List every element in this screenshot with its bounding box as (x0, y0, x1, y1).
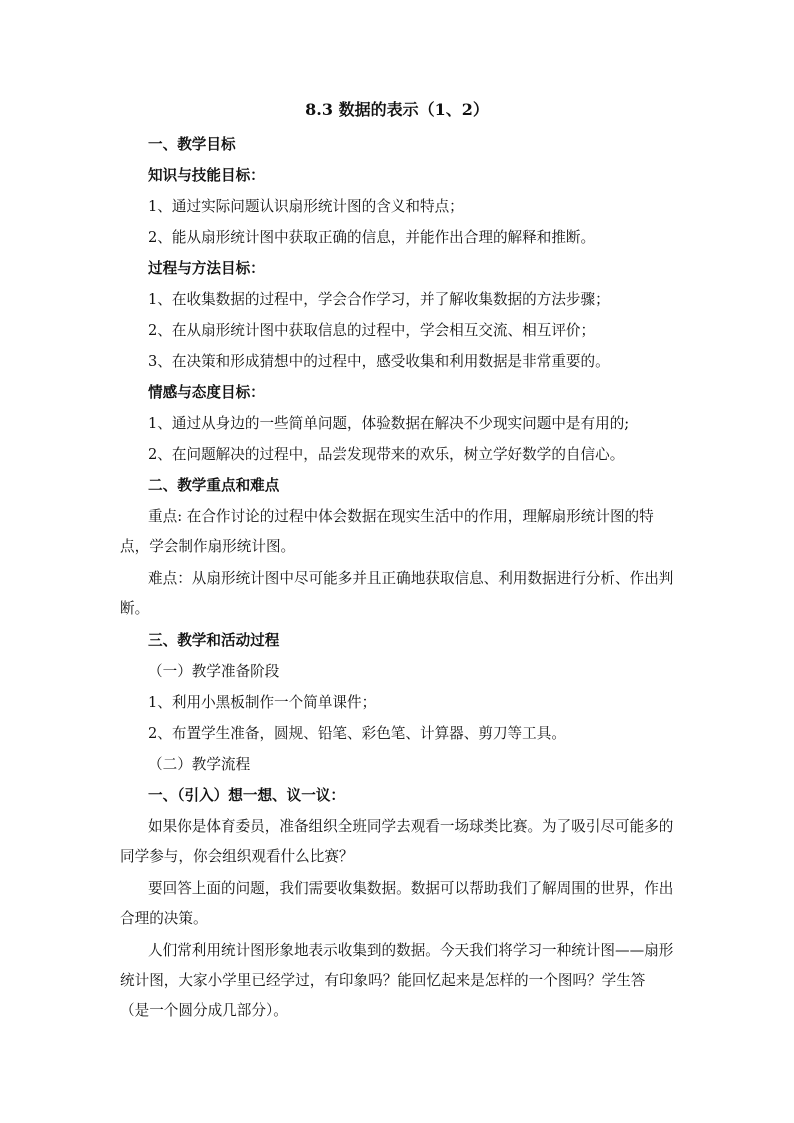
intro-paragraph-3: 人们常利用统计图形象地表示收集到的数据。今天我们将学习一种统计图——扇形统计图，大家小学里已经学过，有印象吗？能回忆起来是怎样的一个图吗？学生答（是一个圆分成几部分）。 (120, 942, 674, 1019)
process-item-2: 2、在从扇形统计图中获取信息的过程中，学会相互交流、相互评价； (148, 322, 596, 339)
knowledge-item-1: 1、通过实际问题认识扇形统计图的含义和特点； (148, 198, 464, 215)
emotion-item-2: 2、在问题解决的过程中，品尝发现带来的欢乐，树立学好数学的自信心。 (148, 446, 625, 463)
key-point-paragraph: 重点: 在合作讨论的过程中体会数据在现实生活中的作用，理解扇形统计图的特点，学会制作扇形统计图。 (120, 508, 654, 555)
process-item-3: 3、在决策和形成猜想中的过程中，感受收集和利用数据是非常重要的。 (148, 353, 610, 370)
intro-paragraph-1: 如果你是体育委员，准备组织全班同学去观看一场球类比赛。为了吸引尽可能多的同学参与，你会组织观看什么比赛？ (120, 818, 674, 865)
prep-item-1: 1、利用小黑板制作一个简单课件； (148, 694, 377, 711)
prep-item-2: 2、布置学生准备，圆规、铅笔、彩色笔、计算器、剪刀等工具。 (148, 725, 566, 742)
subheading-process: 过程与方法目标： (148, 260, 265, 277)
phase-preparation: （一）教学准备阶段 (148, 663, 280, 680)
subheading-knowledge: 知识与技能目标： (148, 167, 265, 184)
subheading-emotion: 情感与态度目标： (148, 384, 265, 401)
section-heading-process: 三、教学和活动过程 (148, 632, 280, 649)
knowledge-item-2: 2、能从扇形统计图中获取正确的信息，并能作出合理的解释和推断。 (148, 229, 596, 246)
page-title: 8.3 数据的表示（1、2） (305, 100, 489, 119)
intro-paragraph-2: 要回答上面的问题，我们需要收集数据。数据可以帮助我们了解周围的世界，作出合理的决策。 (120, 880, 674, 927)
phase-flow: （二）教学流程 (148, 756, 251, 773)
difficulty-paragraph: 难点：从扇形统计图中尽可能多并且正确地获取信息、利用数据进行分析、作出判断。 (120, 570, 674, 617)
process-item-1: 1、在收集数据的过程中，学会合作学习，并了解收集数据的方法步骤； (148, 291, 610, 308)
emotion-item-1: 1、通过从身边的一些简单问题，体验数据在解决不少现实问题中是有用的; (148, 415, 630, 432)
intro-heading: 一、（引入）想一想、议一议： (148, 787, 346, 804)
section-heading-key-points: 二、教学重点和难点 (148, 477, 280, 494)
section-heading-goals: 一、教学目标 (148, 136, 236, 153)
